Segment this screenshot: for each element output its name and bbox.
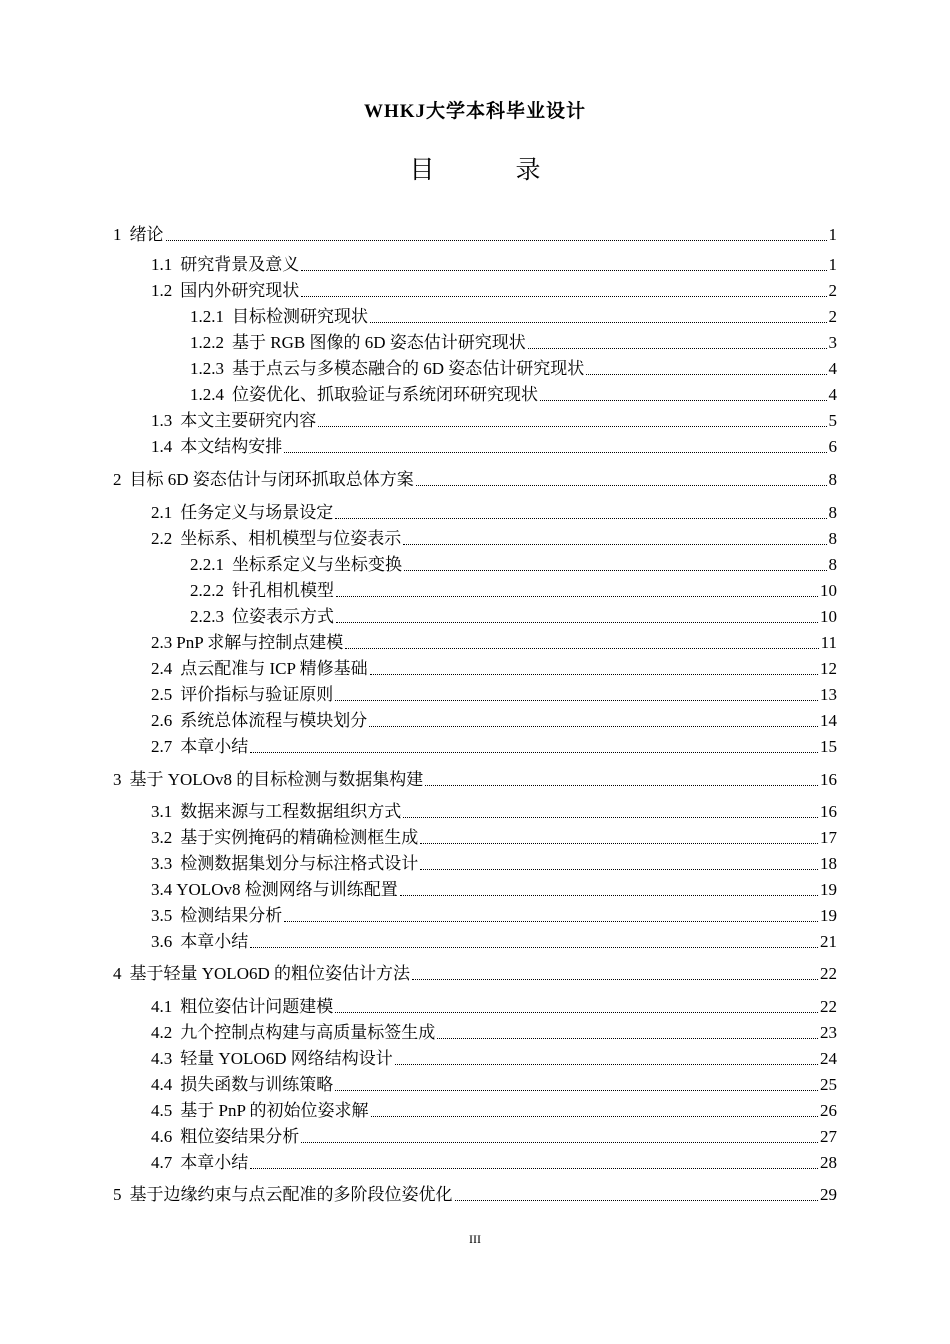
toc-entry-page: 1 <box>828 255 837 274</box>
toc-entry[interactable] <box>190 331 837 355</box>
toc-entry-page: 8 <box>828 529 837 548</box>
toc-entry-number: 1.3 <box>151 411 173 430</box>
dot-leader <box>412 962 818 986</box>
toc-entry-number: 2 <box>113 470 122 489</box>
toc-entry[interactable] <box>151 1021 837 1045</box>
toc-entry-number: 2.7 <box>151 737 173 756</box>
toc-entry-title: 基于实例掩码的精确检测框生成 <box>180 828 419 847</box>
dot-leader <box>540 383 827 407</box>
page-title: 目 录 <box>409 157 569 184</box>
dot-leader <box>395 1047 818 1071</box>
dot-leader <box>586 357 826 381</box>
toc-entry-page: 16 <box>820 770 837 789</box>
toc-entry-page: 2 <box>828 307 837 326</box>
toc-entry[interactable] <box>190 579 837 603</box>
toc-entry-title: 位姿优化、抓取验证与系统闭环研究现状 <box>232 385 538 404</box>
toc-entry-title: 数据来源与工程数据组织方式 <box>180 802 402 821</box>
toc-entry-title: 本章小结 <box>180 1153 249 1172</box>
toc-entry-number: 3.3 <box>151 854 173 873</box>
toc-entry-page: 14 <box>820 711 837 730</box>
dot-leader <box>301 1125 818 1149</box>
toc-entry-page: 19 <box>820 880 837 899</box>
toc-entry-page: 4 <box>828 385 837 404</box>
toc-entry[interactable] <box>190 305 837 329</box>
dot-leader <box>301 279 826 303</box>
toc-entry-number: 3.5 <box>151 906 173 925</box>
toc-entry-title: 检测数据集划分与标注格式设计 <box>180 854 419 873</box>
toc-entry-page: 18 <box>820 854 837 873</box>
toc-entry-page: 22 <box>820 964 837 983</box>
toc-entry-page: 6 <box>828 437 837 456</box>
toc-entry[interactable] <box>151 1099 837 1123</box>
dot-leader <box>335 995 818 1019</box>
toc-entry-page: 5 <box>828 411 837 430</box>
toc-entry[interactable] <box>190 553 837 577</box>
toc-entry-number: 2.2.3 <box>190 607 224 626</box>
toc-entry[interactable] <box>151 1073 837 1097</box>
toc-entry-page: 10 <box>820 581 837 600</box>
toc-entry-number: 2.2.2 <box>190 581 224 600</box>
toc-entry-number: 1.2 <box>151 281 173 300</box>
toc-entry[interactable] <box>151 1151 837 1175</box>
dot-leader <box>425 768 818 792</box>
toc-entry-page: 22 <box>820 997 837 1016</box>
toc-entry-number: 4.3 <box>151 1049 173 1068</box>
dot-leader <box>336 579 818 603</box>
toc-entry-number: 2.6 <box>151 711 173 730</box>
dot-leader <box>250 930 818 954</box>
toc-entry-title: 本章小结 <box>180 737 249 756</box>
toc-entry-page: 10 <box>820 607 837 626</box>
toc-entry-title: 基于边缘约束与点云配准的多阶段位姿优化 <box>129 1185 453 1204</box>
toc-entry-number: 4.2 <box>151 1023 173 1042</box>
dot-leader <box>403 527 826 551</box>
toc-entry-number: 1.4 <box>151 437 173 456</box>
toc-entry-number: 2.3 <box>151 633 173 652</box>
dot-leader <box>437 1021 818 1045</box>
toc-entry[interactable] <box>190 383 837 407</box>
toc-entry-title: 检测结果分析 <box>180 906 283 925</box>
toc-entry[interactable] <box>151 995 837 1019</box>
toc-entry-title: 九个控制点构建与高质量标签生成 <box>180 1023 436 1042</box>
toc-entry-title: 损失函数与训练策略 <box>180 1075 334 1094</box>
toc-entry[interactable] <box>151 878 837 902</box>
dot-leader <box>370 657 818 681</box>
toc-entry-page: 25 <box>820 1075 837 1094</box>
dot-leader <box>371 1099 818 1123</box>
toc-entry-page: 28 <box>820 1153 837 1172</box>
toc-entry-page: 4 <box>828 359 837 378</box>
dot-leader <box>318 409 826 433</box>
toc-entry-number: 2.2.1 <box>190 555 224 574</box>
dot-leader <box>370 305 827 329</box>
toc-entry-title: 基于 YOLOv8 的目标检测与数据集构建 <box>129 770 424 789</box>
toc-entry-number: 2.5 <box>151 685 173 704</box>
dot-leader <box>335 1073 818 1097</box>
toc-entry[interactable] <box>151 826 837 850</box>
toc-entry-number: 2.1 <box>151 503 173 522</box>
toc-entry-page: 23 <box>820 1023 837 1042</box>
toc-entry-number: 4 <box>113 964 122 983</box>
toc-entry[interactable] <box>151 1125 837 1149</box>
dot-leader <box>250 1151 818 1175</box>
dot-leader <box>403 800 818 824</box>
toc-entry-number: 4.4 <box>151 1075 173 1094</box>
toc-entry-title: 本章小结 <box>180 932 249 951</box>
toc-entry-number: 4.5 <box>151 1101 173 1120</box>
toc-entry-number: 1.2.4 <box>190 385 224 404</box>
toc-entry[interactable] <box>151 709 837 733</box>
toc-entry[interactable] <box>151 435 837 459</box>
dot-leader <box>166 223 827 247</box>
toc-entry-page: 2 <box>828 281 837 300</box>
dot-leader <box>335 501 826 525</box>
toc-entry[interactable] <box>151 527 837 551</box>
dot-leader <box>284 435 826 459</box>
toc-entry-title: 目标 6D 姿态估计与闭环抓取总体方案 <box>129 470 414 489</box>
dot-leader <box>301 253 826 277</box>
page-header: WHKJ大学本科毕业设计 <box>363 101 587 122</box>
dot-leader <box>284 904 818 928</box>
toc-entry-title: 基于 RGB 图像的 6D 姿态估计研究现状 <box>232 333 526 352</box>
dot-leader <box>455 1183 819 1207</box>
toc-entry-page: 26 <box>820 1101 837 1120</box>
toc-entry-page: 21 <box>820 932 837 951</box>
toc-entry-page: 8 <box>828 503 837 522</box>
toc-entry-number: 1.1 <box>151 255 173 274</box>
dot-leader <box>250 735 818 759</box>
toc-entry[interactable] <box>113 768 837 792</box>
toc-entry-number: 3.1 <box>151 802 173 821</box>
dot-leader <box>345 631 818 655</box>
toc-entry-number: 3.2 <box>151 828 173 847</box>
toc-entry-title: 本文结构安排 <box>180 437 283 456</box>
toc-entry[interactable] <box>151 279 837 303</box>
toc-entry-page: 17 <box>820 828 837 847</box>
toc-entry-page: 8 <box>828 555 837 574</box>
toc-entry-title: 目标检测研究现状 <box>232 307 368 326</box>
toc-entry[interactable] <box>151 1047 837 1071</box>
toc-entry-number: 1.2.2 <box>190 333 224 352</box>
toc-entry-title: 点云配准与 ICP 精修基础 <box>180 659 368 678</box>
toc-entry-title: 基于 PnP 的初始位姿求解 <box>180 1101 369 1120</box>
toc-entry-title: 评价指标与验证原则 <box>180 685 334 704</box>
toc-entry-title: 基于轻量 YOLO6D 的粗位姿估计方法 <box>129 964 410 983</box>
dot-leader <box>400 878 818 902</box>
toc-entry-title: 针孔相机模型 <box>232 581 334 600</box>
toc-entry[interactable] <box>113 223 837 247</box>
toc-entry-page: 13 <box>820 685 837 704</box>
toc-entry[interactable] <box>190 605 837 629</box>
toc-entry[interactable] <box>151 852 837 876</box>
toc-entry-title: 粗位姿估计问题建模 <box>180 997 334 1016</box>
toc-entry-page: 19 <box>820 906 837 925</box>
toc-entry-title: 系统总体流程与模块划分 <box>180 711 368 730</box>
toc-entry[interactable] <box>151 409 837 433</box>
toc-entry-title: 粗位姿结果分析 <box>180 1127 300 1146</box>
toc-entry-title: PnP 求解与控制点建模 <box>176 633 344 652</box>
toc-entry-page: 12 <box>820 659 837 678</box>
toc-entry-page: 24 <box>820 1049 837 1068</box>
dot-leader <box>416 468 827 492</box>
toc-entry[interactable] <box>151 657 837 681</box>
toc-entry-number: 5 <box>113 1185 122 1204</box>
toc-entry[interactable] <box>113 962 837 986</box>
toc-entry[interactable] <box>151 735 837 759</box>
toc-entry-page: 27 <box>820 1127 837 1146</box>
dot-leader <box>335 683 818 707</box>
dot-leader <box>420 852 818 876</box>
toc-entry-number: 3 <box>113 770 122 789</box>
dot-leader <box>420 826 818 850</box>
toc-entry-title: 坐标系、相机模型与位姿表示 <box>180 529 402 548</box>
toc-entry[interactable] <box>113 468 837 492</box>
toc-entry-title: 坐标系定义与坐标变换 <box>232 555 402 574</box>
toc-entry-title: 绪论 <box>129 225 164 244</box>
toc-entry-title: 本文主要研究内容 <box>180 411 317 430</box>
toc-entry-page: 29 <box>820 1185 837 1204</box>
toc-entry-title: YOLOv8 检测网络与训练配置 <box>176 880 398 899</box>
toc-entry[interactable] <box>151 800 837 824</box>
toc-entry-number: 3.4 <box>151 880 173 899</box>
page-number: III <box>469 1232 481 1246</box>
toc-entry-page: 11 <box>820 633 837 652</box>
toc-entry-number: 1 <box>113 225 122 244</box>
toc-entry[interactable] <box>190 357 837 381</box>
dot-leader <box>336 605 818 629</box>
toc-entry-number: 2.4 <box>151 659 173 678</box>
toc-entry-page: 3 <box>828 333 837 352</box>
toc-entry[interactable] <box>113 1183 837 1207</box>
toc-entry[interactable] <box>151 501 837 525</box>
dot-leader <box>404 553 827 577</box>
toc-entry[interactable] <box>151 930 837 954</box>
toc-entry-page: 16 <box>820 802 837 821</box>
toc-entry-number: 4.1 <box>151 997 173 1016</box>
toc-entry-title: 任务定义与场景设定 <box>180 503 334 522</box>
toc-entry-title: 国内外研究现状 <box>180 281 300 300</box>
dot-leader <box>528 331 827 355</box>
toc-entry-page: 8 <box>828 470 837 489</box>
toc-entry-title: 位姿表示方式 <box>232 607 334 626</box>
toc-entry[interactable] <box>151 683 837 707</box>
toc-entry[interactable] <box>151 904 837 928</box>
toc-entry-title: 基于点云与多模态融合的 6D 姿态估计研究现状 <box>232 359 585 378</box>
toc-entry-number: 3.6 <box>151 932 173 951</box>
toc-entry[interactable] <box>151 253 837 277</box>
toc-entry-title: 研究背景及意义 <box>180 255 300 274</box>
toc-entry-number: 1.2.3 <box>190 359 224 378</box>
toc-entry-title: 轻量 YOLO6D 网络结构设计 <box>180 1049 393 1068</box>
toc-entry-number: 4.6 <box>151 1127 173 1146</box>
toc-entry[interactable] <box>151 631 837 655</box>
toc-entry-page: 1 <box>828 225 837 244</box>
dot-leader <box>369 709 818 733</box>
toc-entry-page: 15 <box>820 737 837 756</box>
toc-entry-number: 2.2 <box>151 529 173 548</box>
toc-entry-number: 1.2.1 <box>190 307 224 326</box>
toc-entry-number: 4.7 <box>151 1153 173 1172</box>
